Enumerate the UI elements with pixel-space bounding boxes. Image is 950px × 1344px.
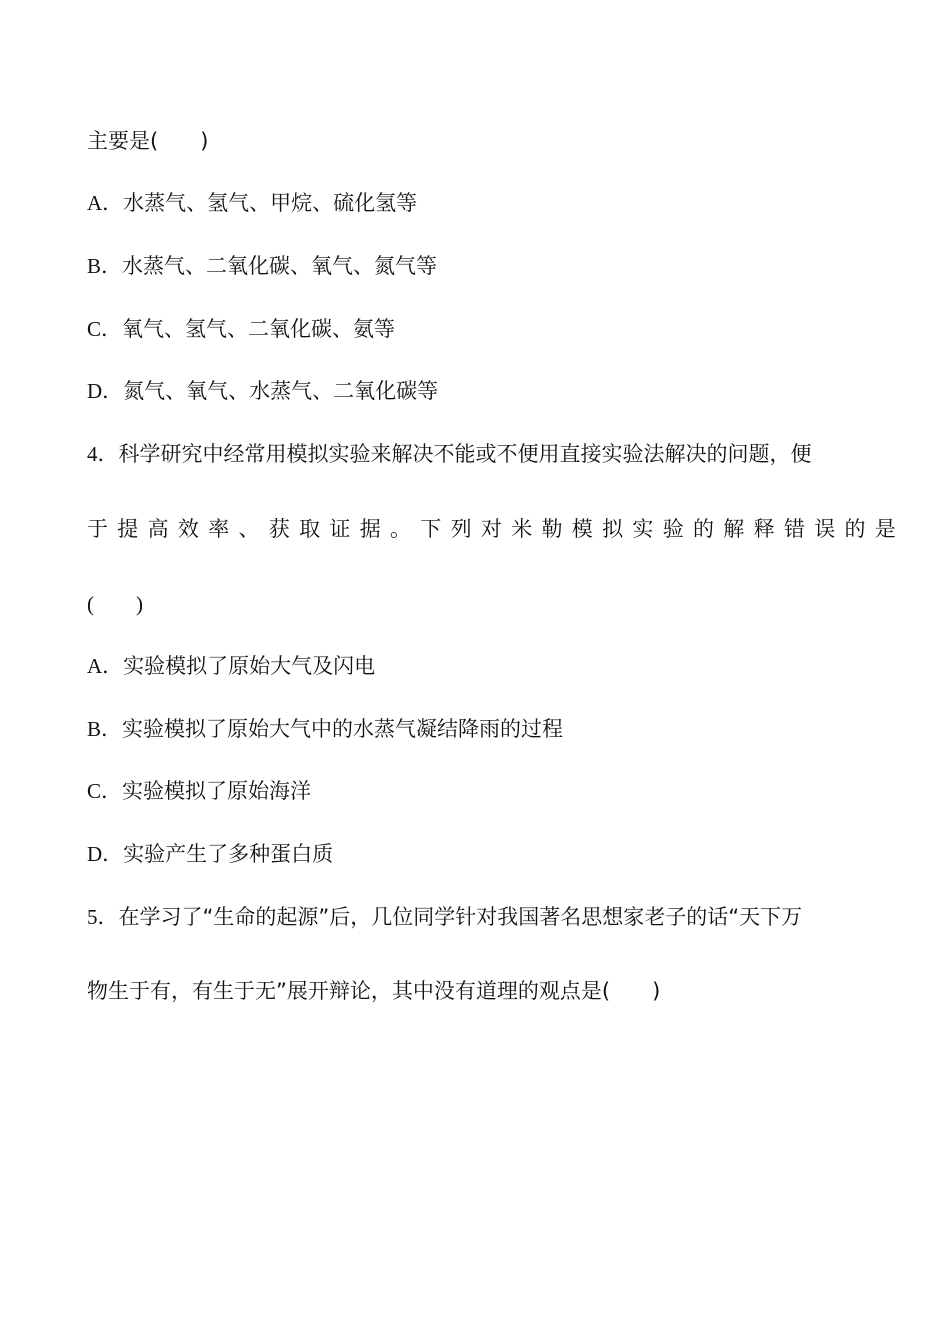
question-5-stem-line-2: 物生于有，有生于无”展开辩论，其中没有道理的观点是( ): [87, 979, 661, 1003]
option-label: C．: [87, 317, 123, 341]
option-text: 水蒸气、二氧化碳、氧气、氮气等: [122, 254, 438, 278]
question-number: 5．: [87, 905, 119, 929]
q3-option-d: [87, 376, 438, 406]
question-5-stem-line-1: [87, 902, 802, 932]
option-label: D．: [87, 379, 124, 403]
q4-option-b: [87, 714, 563, 744]
option-label: D．: [87, 842, 124, 866]
option-label: B．: [87, 254, 123, 278]
q3-option-b: [87, 251, 437, 281]
question-4-stem-line-2: 于提高效率、获取证据。下列对米勒模拟实验的解释错误的是: [87, 517, 906, 541]
stem-text: 在学习了“生命的起源”后，几位同学针对我国著名思想家老子的话“天下万: [118, 905, 803, 929]
option-text: 水蒸气、氢气、甲烷、硫化氢等: [123, 191, 418, 215]
q3-option-a: [87, 188, 417, 218]
q4-option-d: [87, 839, 333, 869]
option-label: A．: [87, 654, 124, 678]
option-label: A．: [87, 191, 124, 215]
stem-text: 科学研究中经常用模拟实验来解决不能或不便用直接实验法解决的问题，便: [118, 442, 812, 466]
option-text: 实验产生了多种蛋白质: [123, 842, 334, 866]
question-number: 4．: [87, 442, 119, 466]
question-4-stem-line-3: ( ): [87, 592, 143, 616]
q4-option-a: [87, 651, 375, 681]
q4-option-c: [87, 776, 311, 806]
option-text: 实验模拟了原始大气及闪电: [123, 654, 376, 678]
q3-option-c: [87, 314, 395, 344]
question-4-stem-line-1: [87, 439, 812, 469]
option-text: 实验模拟了原始海洋: [122, 779, 312, 803]
option-text: 氮气、氧气、水蒸气、二氧化碳等: [123, 379, 439, 403]
question-3-stem-tail: 主要是( ): [87, 129, 209, 153]
option-text: 实验模拟了原始大气中的水蒸气凝结降雨的过程: [122, 717, 564, 741]
option-text: 氧气、氢气、二氧化碳、氨等: [122, 317, 396, 341]
option-label: B．: [87, 717, 123, 741]
option-label: C．: [87, 779, 123, 803]
